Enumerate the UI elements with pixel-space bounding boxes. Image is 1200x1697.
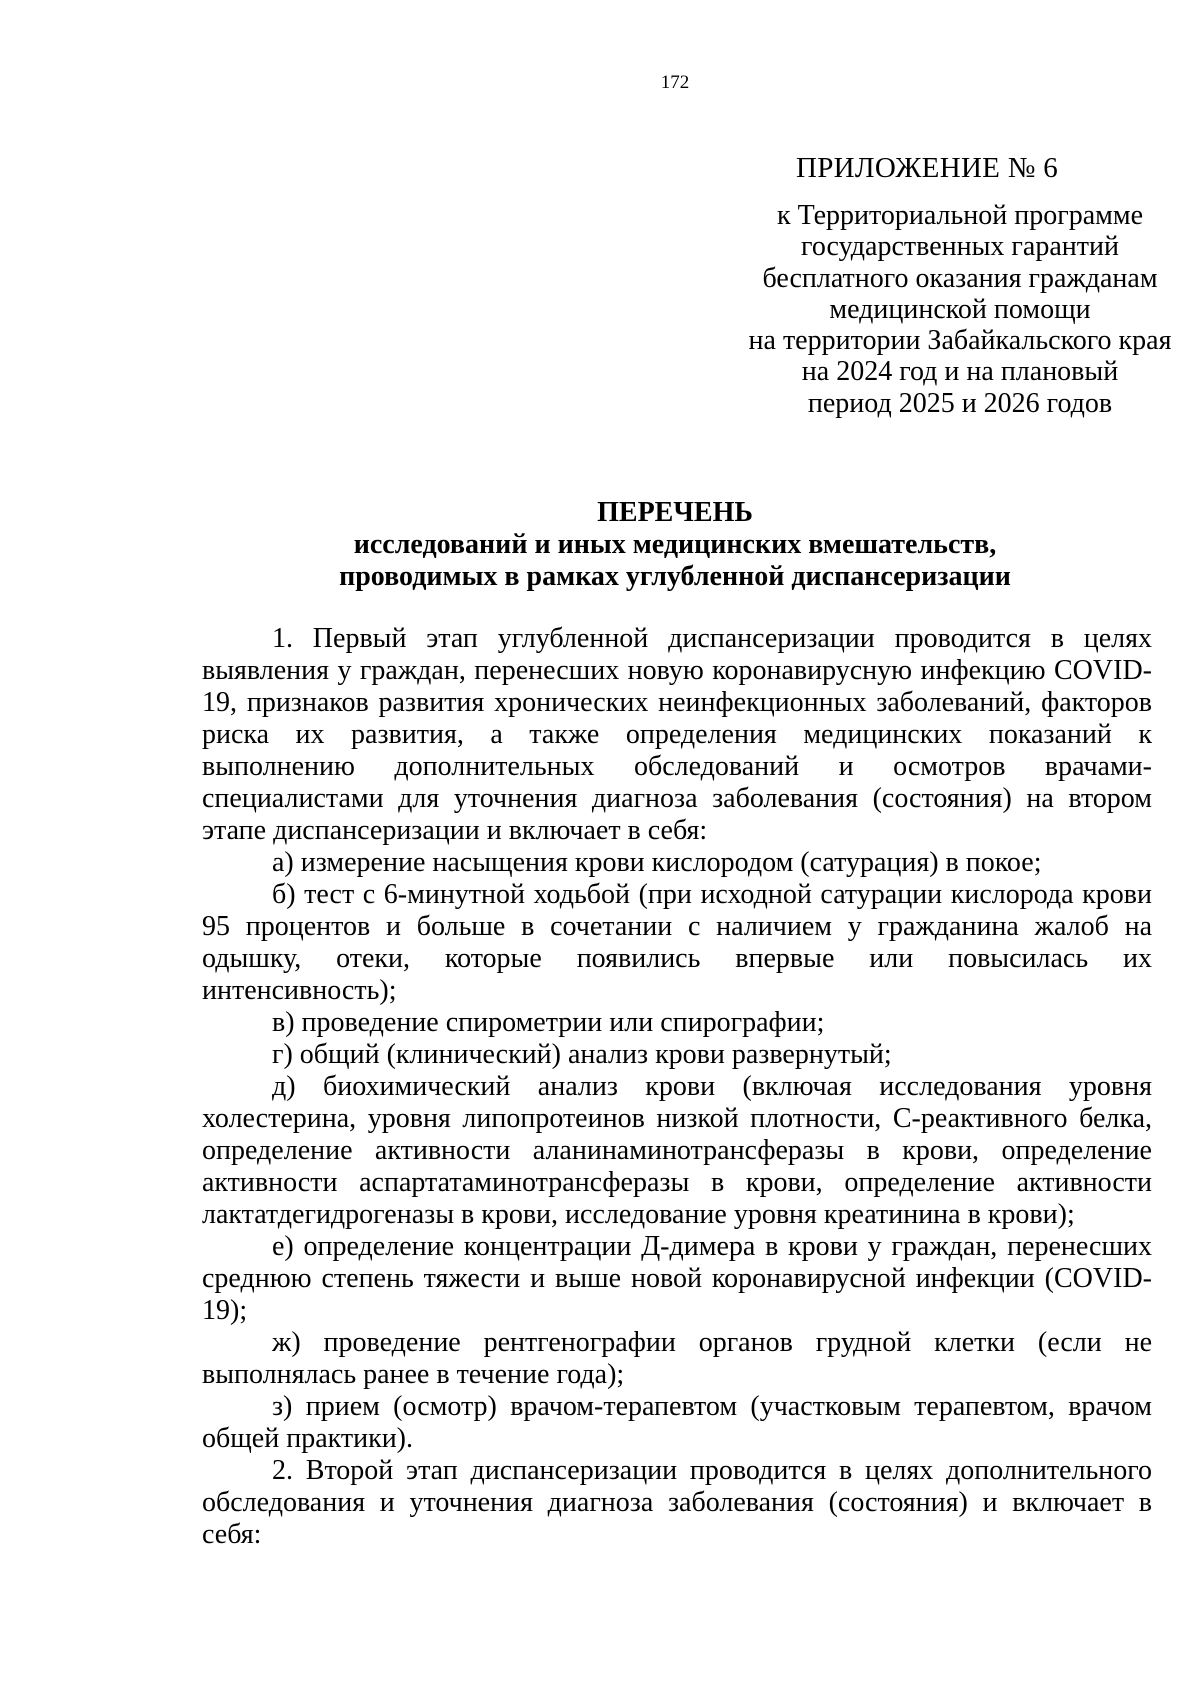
list-item-z: з) прием (осмотр) врачом-терапевтом (участковым терапевтом, врачом общей практики). (202, 1391, 1152, 1454)
list-item-zh: ж) проведение рентгенографии органов грудной клетки (если не выполнялась ранее в течение года); (202, 1327, 1152, 1390)
paragraph-stage-1: 1. Первый этап углубленной диспансеризации проводится в целях выявления у граждан, перенесших новую коронавирусную инфекцию COVID-19, признаков развития хронических неинфекционных заболеваний, факторов риска их развития, а также определения медицинских показаний к выполнению дополнительных обследований и осмотров врачами-специалистами для уточнения диагноза заболевания (состояния) на втором этапе диспансеризации и включает в себя: (202, 623, 1152, 846)
list-item-b: б) тест с 6-минутной ходьбой (при исходной сатурации кислорода крови 95 процентов и больше в сочетании с наличием у гражданина жалоб на одышку, отеки, которые появились впервые или повысилась их интенсивность); (202, 879, 1152, 1006)
list-item-a: а) измерение насыщения крови кислородом (сатурация) в покое; (272, 847, 1042, 878)
heading-subtitle-line: исследований и иных медицинских вмешательств, (353, 529, 997, 560)
appendix-subtitle-line: бесплатного оказания гражданам (762, 262, 1158, 294)
appendix-title: ПРИЛОЖЕНИЕ № 6 (796, 152, 1059, 184)
appendix-subtitle-line: медицинской помощи (829, 293, 1091, 325)
document-body (202, 623, 1152, 1551)
page-number: 172 (660, 72, 690, 93)
paragraph-stage-2: 2. Второй этап диспансеризации проводится в целях дополнительного обследования и уточнения диагноза заболевания (состояния) и включает в себя: (202, 1455, 1152, 1550)
list-item-g: г) общий (клинический) анализ крови развернутый; (272, 1039, 892, 1070)
heading-title: ПЕРЕЧЕНЬ (597, 497, 753, 528)
list-item-e: е) определение концентрации Д-димера в крови у граждан, перенесших среднюю степень тяжести и выше новой коронавирусной инфекции (COVID-19); (202, 1231, 1152, 1326)
list-item-v: в) проведение спирометрии или спирографии; (272, 1007, 825, 1038)
appendix-subtitle-line: период 2025 и 2026 годов (807, 387, 1113, 419)
appendix-subtitle (690, 200, 1200, 419)
appendix-subtitle-line: государственных гарантий (801, 231, 1119, 263)
appendix-subtitle-line: к Территориальной программе (776, 200, 1144, 231)
document-heading (200, 497, 1150, 593)
list-item-d: д) биохимический анализ крови (включая исследования уровня холестерина, уровня липопротеинов низкой плотности, С-реактивного белка, определение активности аланинаминотрансферазы в крови, определение активности аспартатаминотрансферазы в крови, определение активности лактатдегидрогеназы в крови, исследование уровня креатинина в крови); (202, 1071, 1152, 1230)
appendix-subtitle-line: на территории Забайкальского края (748, 325, 1172, 357)
appendix-subtitle-line: на 2024 год и на плановый (801, 356, 1119, 388)
heading-subtitle-line: проводимых в рамках углубленной диспансеризации (339, 561, 1011, 592)
